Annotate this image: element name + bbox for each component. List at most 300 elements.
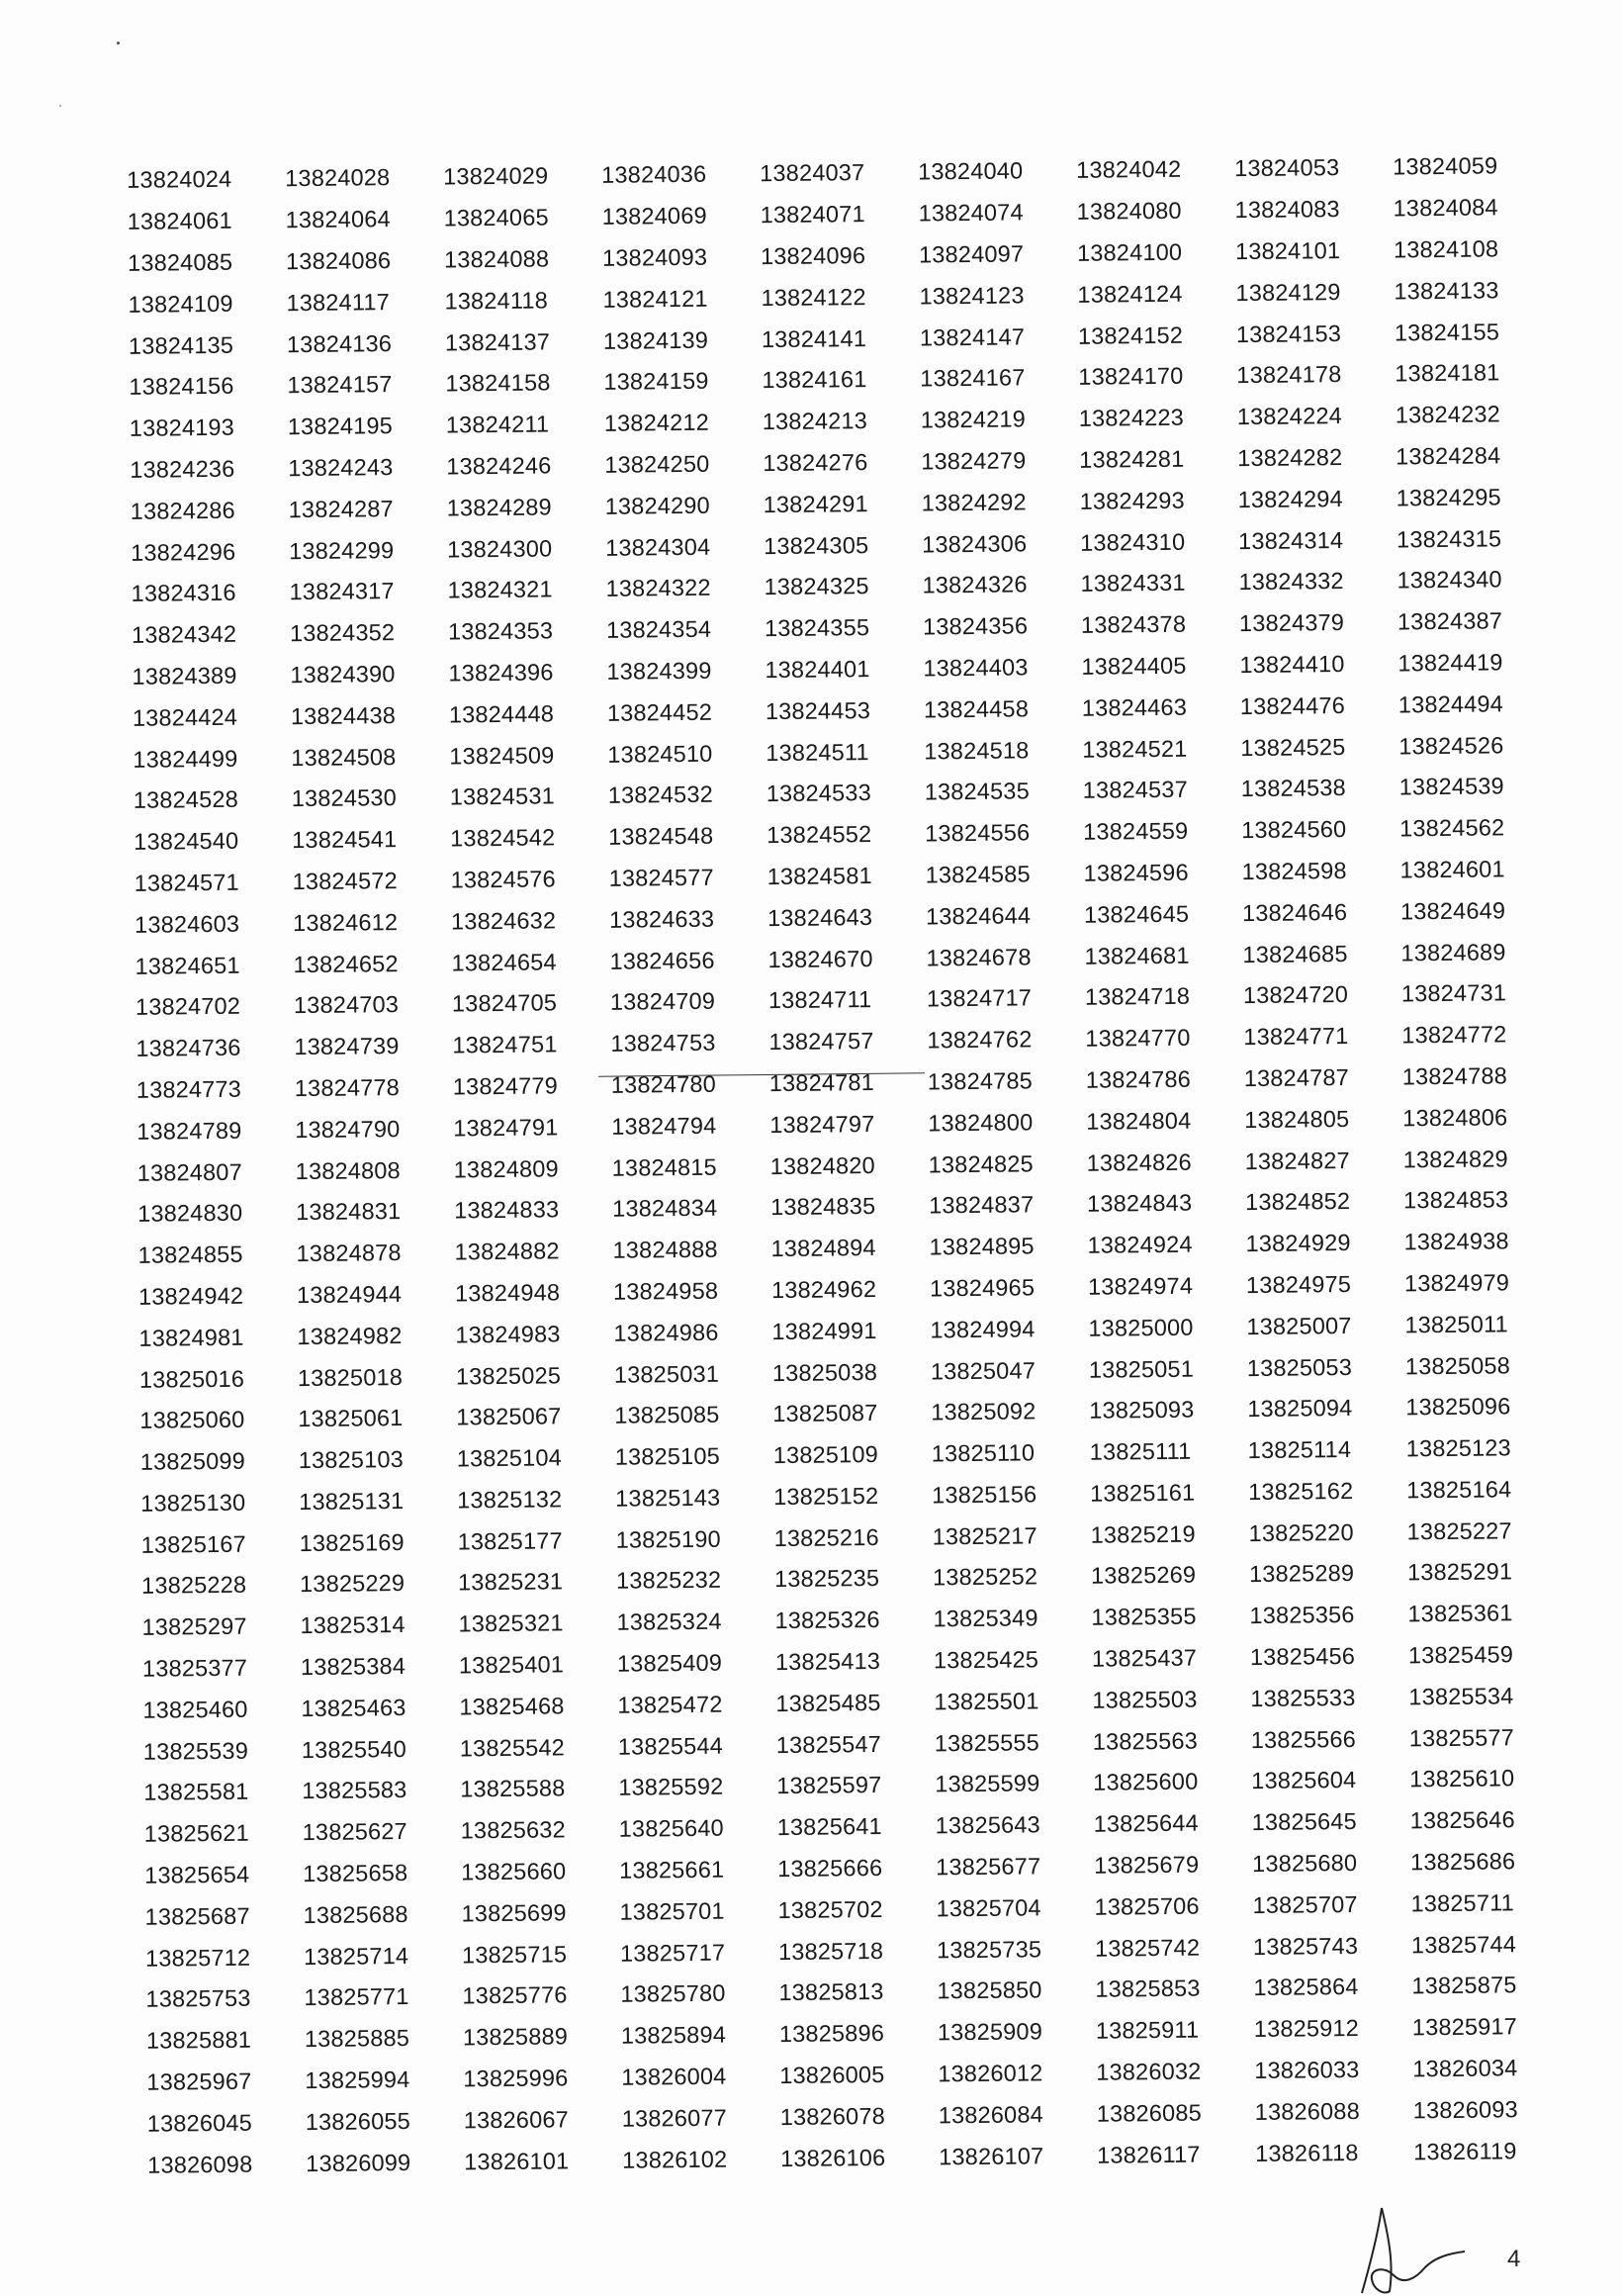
- registration-number: 13825864: [1253, 1974, 1359, 2001]
- registration-number: 13825660: [461, 1858, 567, 1885]
- registration-number: 13825349: [933, 1605, 1038, 1632]
- registration-number: 13826012: [938, 2060, 1043, 2087]
- registration-number: 13824548: [608, 822, 714, 850]
- registration-number: 13825016: [138, 1365, 245, 1393]
- registration-number: 13824317: [289, 578, 395, 605]
- registration-number: 13824292: [921, 489, 1027, 516]
- registration-number: 13825235: [773, 1565, 880, 1593]
- registration-number: 13825217: [932, 1522, 1037, 1550]
- registration-number: 13825912: [1253, 2015, 1360, 2043]
- registration-number: 13826119: [1413, 2137, 1517, 2165]
- registration-number: 13825604: [1251, 1767, 1357, 1794]
- registration-number: 13824511: [766, 738, 869, 766]
- registration-number: 13824843: [1086, 1189, 1193, 1218]
- registration-number: 13825610: [1409, 1765, 1515, 1792]
- registration-number: 13825641: [776, 1813, 882, 1841]
- registration-number: 13825167: [140, 1530, 246, 1558]
- registration-number: 13824378: [1080, 610, 1187, 638]
- registration-number: 13824476: [1239, 691, 1346, 719]
- registration-number: 13824121: [602, 285, 708, 313]
- registration-number: 13824809: [453, 1154, 560, 1183]
- registration-number: 13825967: [146, 2067, 252, 2095]
- registration-number: 13824325: [764, 573, 869, 600]
- registration-number: 13825361: [1407, 1600, 1513, 1627]
- registration-number: 13824403: [923, 654, 1029, 682]
- registration-number: 13825093: [1089, 1396, 1195, 1424]
- registration-number: 13825889: [462, 2023, 569, 2051]
- registration-number: 13824040: [918, 157, 1024, 185]
- registration-number: 13825161: [1090, 1479, 1196, 1507]
- registration-number: 13825092: [931, 1398, 1036, 1425]
- registration-number: 13824571: [134, 869, 239, 896]
- registration-number: 13824560: [1241, 816, 1347, 844]
- registration-number: 13824276: [763, 449, 868, 477]
- registration-number: 13825114: [1247, 1436, 1352, 1464]
- registration-number: 13825563: [1092, 1727, 1199, 1755]
- registration-number: 13824938: [1403, 1228, 1509, 1255]
- registration-number: 13824287: [288, 495, 395, 522]
- registration-number: 13824540: [134, 827, 239, 855]
- registration-number: 13824156: [129, 373, 234, 401]
- registration-number: 13824122: [761, 283, 866, 311]
- registration-number: 13826004: [621, 2063, 727, 2090]
- registration-number: 13826055: [305, 2107, 411, 2135]
- registration-number: 13824585: [925, 861, 1031, 888]
- registration-number: 13825047: [930, 1356, 1036, 1384]
- registration-number: 13824250: [604, 450, 710, 478]
- registration-number: 13824101: [1234, 237, 1341, 265]
- registration-number: 13826033: [1254, 2056, 1360, 2084]
- registration-number: 13824577: [608, 864, 714, 891]
- registration-number: 13825109: [772, 1441, 879, 1469]
- registration-number: 13825896: [778, 2020, 885, 2048]
- registration-number: 13826085: [1096, 2099, 1203, 2127]
- registration-number: 13824129: [1235, 278, 1341, 306]
- registration-number: 13825699: [461, 1899, 567, 1927]
- registration-number: 13824826: [1086, 1148, 1192, 1176]
- registration-number: 13824670: [767, 945, 873, 972]
- registration-number: 13824576: [450, 866, 556, 893]
- page-number: 4: [1507, 2246, 1521, 2272]
- registration-number: 13825717: [619, 1939, 726, 1967]
- registration-number: 13824711: [767, 986, 872, 1014]
- registration-number: 13824085: [127, 248, 233, 276]
- registration-number: 13824315: [1396, 524, 1502, 553]
- registration-number: 13824147: [919, 322, 1026, 351]
- registration-number: 13824124: [1077, 280, 1183, 308]
- registration-number: 13825566: [1250, 1725, 1357, 1753]
- registration-number: 13824656: [609, 947, 715, 974]
- registration-number: 13824815: [611, 1153, 717, 1181]
- registration-number: 13824133: [1394, 277, 1499, 305]
- registration-number: 13824780: [610, 1070, 717, 1098]
- registration-number: 13825409: [616, 1649, 723, 1677]
- registration-number: 13825356: [1249, 1602, 1355, 1629]
- registration-number: 13824681: [1084, 942, 1190, 969]
- registration-number: 13824542: [450, 824, 556, 852]
- registration-number: 13825130: [140, 1489, 246, 1516]
- registration-number: 13825654: [144, 1861, 250, 1888]
- registration-number: 13825314: [300, 1611, 406, 1639]
- registration-number: 13824739: [294, 1033, 400, 1060]
- registration-number: 13824117: [286, 288, 391, 316]
- registration-number: 13825715: [461, 1940, 568, 1969]
- registration-number: 13825881: [145, 2026, 252, 2055]
- registration-number: 13824123: [919, 282, 1025, 310]
- registration-number: 13824924: [1087, 1231, 1193, 1258]
- registration-number: 13824195: [287, 413, 394, 440]
- registration-number: 13824096: [760, 242, 866, 270]
- registration-number: 13824785: [927, 1067, 1034, 1095]
- registration-number: 13825597: [776, 1772, 882, 1799]
- registration-number: 13824757: [768, 1028, 874, 1056]
- registration-number: 13824212: [603, 409, 710, 437]
- registration-number: 13825679: [1093, 1851, 1200, 1879]
- registration-number: 13826045: [146, 2109, 253, 2137]
- registration-number: 13824790: [295, 1115, 401, 1143]
- registration-number: 13824975: [1245, 1270, 1352, 1299]
- registration-number: 13824178: [1236, 361, 1342, 389]
- registration-number: 13824962: [770, 1275, 877, 1304]
- registration-number: 13825853: [1095, 1975, 1201, 2003]
- registration-number: 13825632: [460, 1816, 567, 1844]
- registration-number: 13824888: [612, 1236, 718, 1263]
- registration-number: 13824508: [291, 743, 397, 771]
- registration-number: 13824340: [1397, 566, 1502, 594]
- registration-number: 13826078: [779, 2102, 886, 2130]
- registration-number: 13825533: [1250, 1684, 1356, 1711]
- registration-number: 13825666: [776, 1855, 883, 1883]
- registration-number: 13824552: [766, 821, 872, 849]
- registration-number: 13826093: [1412, 2096, 1519, 2124]
- registration-number: 13824193: [129, 413, 235, 442]
- registration-number: 13824526: [1398, 731, 1504, 760]
- registration-number: 13825742: [1094, 1934, 1201, 1962]
- registration-number: 13824556: [925, 819, 1031, 847]
- registration-number: 13824983: [455, 1321, 561, 1348]
- registration-number: 13824093: [601, 243, 708, 271]
- registration-number: 13824645: [1083, 900, 1190, 928]
- registration-number: 13824994: [930, 1316, 1036, 1343]
- registration-number: 13824296: [131, 538, 236, 566]
- registration-number: 13824537: [1082, 777, 1189, 804]
- registration-number: 13824878: [296, 1240, 402, 1267]
- registration-number: 13824387: [1397, 607, 1503, 635]
- registration-number: 13824379: [1238, 609, 1345, 637]
- registration-number: 13825645: [1251, 1808, 1357, 1836]
- registration-number: 13824770: [1085, 1024, 1191, 1052]
- registration-number: 13824069: [601, 202, 707, 230]
- registration-number: 13825460: [142, 1696, 248, 1723]
- registration-number: 13825661: [618, 1856, 725, 1883]
- registration-number: 13824837: [928, 1191, 1035, 1219]
- registration-number: 13824646: [1241, 898, 1348, 926]
- registration-number: 13825085: [614, 1401, 720, 1429]
- registration-number: 13825588: [460, 1775, 566, 1802]
- registration-number: 13825355: [1091, 1603, 1197, 1631]
- registration-number: 13825744: [1410, 1930, 1517, 1959]
- registration-number: 13825326: [774, 1607, 880, 1634]
- registration-number: 13824541: [292, 826, 398, 854]
- registration-number: 13825007: [1246, 1312, 1352, 1339]
- registration-number: 13824108: [1393, 235, 1499, 263]
- registration-number: 13824158: [445, 369, 551, 397]
- registration-number: 13824243: [288, 454, 394, 482]
- registration-number: 13825718: [777, 1937, 884, 1965]
- registration-number: 13825131: [299, 1487, 405, 1515]
- registration-number: 13825162: [1248, 1477, 1354, 1505]
- registration-number: 13824135: [128, 331, 234, 359]
- registration-number: 13824084: [1393, 194, 1498, 222]
- registration-number: 13824528: [133, 786, 239, 814]
- registration-number: 13824141: [761, 324, 867, 352]
- registration-number: 13825058: [1404, 1351, 1511, 1379]
- registration-number: 13825067: [456, 1403, 562, 1430]
- registration-number: 13824794: [611, 1112, 717, 1140]
- registration-number: 13824279: [921, 447, 1027, 475]
- registration-number: 13824678: [926, 943, 1032, 971]
- registration-number: 13824612: [292, 908, 399, 936]
- registration-number: 13825621: [143, 1819, 250, 1848]
- registration-number: 13825297: [141, 1612, 247, 1641]
- registration-number: 13824028: [285, 164, 391, 192]
- registration-number: 13825534: [1408, 1683, 1514, 1710]
- registration-number: 13824223: [1078, 404, 1185, 431]
- registration-number: 13824789: [136, 1117, 242, 1145]
- registration-number: 13824581: [766, 862, 872, 890]
- registration-number: 13824086: [285, 247, 392, 275]
- registration-number: 13824853: [1402, 1186, 1509, 1214]
- registration-number: 13824159: [603, 368, 709, 396]
- registration-number: 13825231: [457, 1568, 564, 1596]
- registration-number: 13824071: [760, 201, 865, 229]
- registration-number: 13826088: [1254, 2097, 1361, 2125]
- registration-number: 13825216: [773, 1523, 879, 1551]
- registration-number: 13825485: [775, 1689, 881, 1716]
- registration-number: 13825321: [458, 1609, 564, 1637]
- registration-number: 13824601: [1399, 856, 1505, 883]
- registration-number: 13824352: [289, 619, 396, 647]
- registration-number: 13826118: [1255, 2139, 1359, 2166]
- registration-number: 13824356: [922, 612, 1029, 640]
- registration-number: 13824399: [606, 657, 712, 685]
- registration-number: 13825542: [459, 1734, 566, 1762]
- registration-number: 13826084: [938, 2101, 1044, 2129]
- registration-number: 13824284: [1396, 442, 1501, 470]
- registration-number: 13824882: [454, 1238, 560, 1265]
- registration-number: 13824167: [920, 364, 1026, 392]
- registration-number: 13826099: [306, 2149, 411, 2176]
- registration-number: 13824518: [924, 736, 1030, 765]
- registration-number: 13825324: [616, 1607, 722, 1636]
- registration-number: 13824649: [1399, 897, 1506, 925]
- scan-speck: [117, 42, 120, 45]
- registration-number: 13825377: [141, 1654, 248, 1682]
- registration-number: 13825096: [1405, 1393, 1511, 1421]
- registration-number: 13825228: [140, 1572, 247, 1600]
- registration-number: 13825061: [298, 1405, 404, 1432]
- registration-number: 13824286: [130, 497, 236, 524]
- registration-number: 13824652: [293, 950, 399, 977]
- registration-number: 13825627: [302, 1818, 408, 1846]
- registration-number: 13824181: [1395, 359, 1500, 387]
- registration-number: 13824855: [137, 1240, 243, 1268]
- registration-number: 13824807: [136, 1158, 243, 1186]
- registration-number: 13824355: [764, 614, 870, 642]
- registration-number: 13825643: [935, 1811, 1040, 1839]
- registration-number: 13824424: [132, 703, 238, 731]
- registration-number: 13824781: [768, 1068, 875, 1097]
- registration-number: 13825227: [1406, 1516, 1512, 1545]
- registration-number: 13825581: [143, 1779, 249, 1806]
- registration-number: 13825813: [778, 1978, 884, 2006]
- registration-number: 13826067: [463, 2106, 570, 2134]
- registration-number: 13824736: [135, 1034, 241, 1061]
- registration-number: 13825701: [619, 1897, 725, 1925]
- registration-number: 13825252: [932, 1563, 1038, 1591]
- registration-number: 13825177: [457, 1527, 563, 1555]
- registration-number: 13824720: [1242, 981, 1349, 1009]
- registration-number: 13825640: [618, 1814, 724, 1843]
- registration-number: 13825540: [301, 1735, 407, 1763]
- registration-number: 13824562: [1399, 814, 1505, 842]
- registration-number: 13825169: [299, 1528, 405, 1556]
- registration-number: 13824788: [1401, 1062, 1508, 1090]
- registration-number: 13824342: [131, 620, 237, 649]
- registration-number: 13825384: [300, 1653, 406, 1681]
- registration-number: 13824224: [1236, 403, 1343, 430]
- registration-number: 13826077: [621, 2104, 728, 2132]
- registration-number: 13824705: [451, 989, 558, 1017]
- registration-number-table: [117, 145, 1562, 2186]
- registration-number: 13825735: [936, 1935, 1042, 1964]
- registration-number: 13824958: [612, 1277, 719, 1305]
- registration-number: 13825539: [142, 1737, 249, 1765]
- registration-number: 13825911: [1095, 2016, 1200, 2044]
- registration-number: 13824401: [765, 656, 870, 684]
- registration-number: 13824808: [295, 1156, 402, 1184]
- registration-number: 13825599: [935, 1770, 1040, 1797]
- registration-number: 13824036: [601, 161, 707, 189]
- registration-number: 13824644: [925, 902, 1032, 930]
- registration-number: 13824800: [928, 1109, 1034, 1137]
- registration-number: 13824703: [293, 991, 400, 1019]
- registration-number: 13824895: [929, 1233, 1035, 1260]
- registration-number: 13824136: [286, 329, 393, 357]
- registration-number: 13824572: [292, 868, 398, 895]
- registration-number: 13824685: [1242, 940, 1348, 967]
- registration-number: 13824463: [1081, 693, 1188, 721]
- registration-number: 13824718: [1084, 983, 1191, 1011]
- registration-number: 13824314: [1237, 526, 1344, 554]
- registration-number: 13824453: [765, 696, 871, 724]
- registration-number: 13824170: [1078, 363, 1184, 391]
- registration-number: 13824797: [769, 1110, 875, 1138]
- registration-number: 13824944: [296, 1280, 403, 1309]
- registration-number: 13824751: [452, 1031, 558, 1058]
- registration-number: 13824991: [771, 1317, 877, 1344]
- registration-number: 13825687: [144, 1902, 250, 1930]
- registration-number: 13824806: [1402, 1104, 1508, 1132]
- registration-number: 13824109: [128, 290, 233, 318]
- registration-number: 13825658: [303, 1860, 408, 1887]
- registration-number: 13824559: [1083, 817, 1189, 845]
- registration-number: 13825706: [1094, 1892, 1200, 1920]
- registration-number: 13824494: [1397, 690, 1504, 718]
- registration-number: 13825680: [1251, 1850, 1358, 1878]
- registration-number: 13825269: [1090, 1562, 1197, 1590]
- registration-number: 13824213: [762, 408, 868, 435]
- registration-number: 13825472: [617, 1691, 723, 1718]
- registration-number: 13824762: [927, 1026, 1033, 1054]
- registration-number: 13824829: [1402, 1145, 1508, 1172]
- registration-number: 13825459: [1407, 1641, 1514, 1669]
- registration-number: 13824290: [604, 492, 710, 519]
- registration-number: 13825219: [1090, 1520, 1196, 1548]
- registration-number: 13824830: [137, 1200, 243, 1228]
- registration-number: 13826032: [1096, 2058, 1202, 2085]
- registration-number: 13824509: [449, 741, 555, 770]
- registration-number: 13824773: [135, 1075, 242, 1103]
- registration-number: 13825771: [304, 1983, 409, 2011]
- registration-number: 13824827: [1244, 1147, 1350, 1174]
- registration-number: 13825053: [1246, 1353, 1353, 1381]
- registration-number: 13824643: [766, 903, 873, 931]
- registration-number: 13824532: [607, 781, 714, 809]
- registration-number: 13824322: [605, 575, 711, 602]
- registration-number: 13825051: [1088, 1355, 1195, 1383]
- registration-number: 13824458: [923, 695, 1030, 723]
- registration-number: 13825850: [937, 1976, 1042, 2004]
- registration-number: 13824304: [604, 533, 711, 561]
- registration-number: 13824246: [446, 452, 552, 480]
- registration-number: 13825994: [305, 2066, 410, 2094]
- registration-number: 13826107: [939, 2142, 1044, 2170]
- scan-speck: [59, 105, 61, 107]
- registration-number: 13824088: [443, 245, 550, 273]
- registration-number: 13824533: [766, 780, 872, 807]
- registration-number: 13826117: [1097, 2141, 1201, 2168]
- registration-number: 13824236: [130, 455, 235, 483]
- registration-number: 13824538: [1240, 775, 1347, 802]
- registration-number: 13824155: [1394, 318, 1500, 346]
- registration-number: 13825544: [617, 1732, 724, 1760]
- registration-number: 13825103: [298, 1446, 405, 1474]
- registration-number: 13825110: [931, 1439, 1036, 1467]
- registration-number: 13824331: [1080, 570, 1186, 597]
- registration-number: 13824965: [929, 1274, 1036, 1302]
- registration-number: 13825501: [934, 1688, 1039, 1715]
- registration-number: 13824632: [450, 907, 557, 935]
- registration-number: 13824332: [1238, 568, 1344, 596]
- registration-number: 13825456: [1249, 1643, 1356, 1671]
- registration-number: 13824974: [1087, 1272, 1194, 1300]
- registration-number: 13824321: [447, 576, 553, 603]
- registration-number: 13825229: [299, 1570, 406, 1598]
- registration-number: 13824157: [287, 371, 393, 399]
- registration-number: 13824535: [924, 778, 1031, 805]
- registration-number: 13824779: [452, 1072, 559, 1100]
- registration-number: 13825156: [932, 1481, 1037, 1509]
- registration-number: 13824059: [1393, 152, 1498, 180]
- registration-number: 13825547: [775, 1730, 882, 1758]
- registration-number: 13824598: [1241, 857, 1347, 885]
- registration-number: 13824299: [289, 536, 395, 564]
- registration-number: 13824702: [135, 993, 241, 1021]
- registration-number: 13824405: [1081, 652, 1187, 680]
- registration-number: 13824804: [1086, 1107, 1192, 1135]
- registration-number: 13825909: [937, 2018, 1043, 2046]
